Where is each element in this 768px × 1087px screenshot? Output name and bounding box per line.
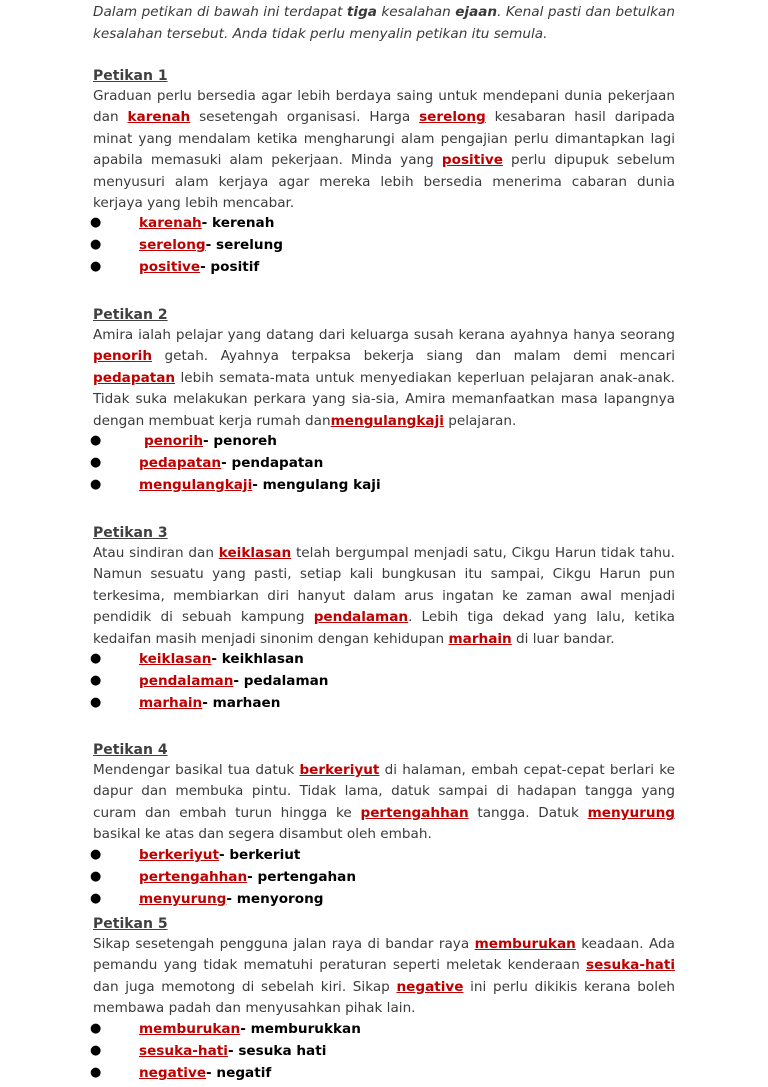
bullet-icon: ● <box>90 433 102 448</box>
correction <box>139 1040 326 1062</box>
correction <box>139 844 300 866</box>
error-word: serelong <box>419 109 486 126</box>
correct-word: - menyorong <box>226 891 324 907</box>
passage-text <box>93 86 675 214</box>
correct-word: - penoreh <box>203 433 277 449</box>
instructions <box>93 2 675 45</box>
error-word: penorih <box>93 348 153 365</box>
bullet-icon: ● <box>90 1021 102 1036</box>
error-word: pendalaman <box>313 609 409 626</box>
error-word: pertengahhan <box>360 804 469 821</box>
error-word: pedapatan <box>93 369 176 386</box>
bullet-icon: ● <box>90 869 102 884</box>
passage-text <box>93 934 675 1020</box>
wrong-word: pendalaman <box>139 673 234 689</box>
passage-title: Petikan 5 <box>93 916 168 932</box>
instructions-text: Dalam petikan di bawah ini terdapat <box>93 4 347 20</box>
correction-item <box>90 1062 675 1084</box>
correct-word: - berkeriut <box>218 847 301 863</box>
correction <box>139 866 356 888</box>
passage-2 <box>93 305 675 432</box>
correct-word: - negatif <box>206 1065 272 1081</box>
text: getah. Ayahnya terpaksa bekerja siang dan malam demi mencari <box>152 348 675 365</box>
passage-text <box>93 760 675 846</box>
correct-word: - serelung <box>205 237 284 253</box>
error-word: positive <box>441 152 503 169</box>
correction-item <box>90 474 675 496</box>
correction-item <box>90 452 675 474</box>
correction <box>139 1062 271 1084</box>
passage-5 <box>93 914 675 1020</box>
wrong-word: marhain <box>139 695 203 711</box>
text: Sikap sesetengah pengguna jalan raya di bandar raya <box>93 936 475 952</box>
error-word: marhain <box>448 630 512 647</box>
error-word: menyurung <box>587 804 676 821</box>
wrong-word: pedapatan <box>139 455 222 471</box>
correction <box>139 452 323 474</box>
instructions-text: kesalahan <box>376 4 456 20</box>
text: keadaan. Ada pemandu yang tidak mematuhi peraturan seperti meletak kenderaan <box>93 936 675 974</box>
correction-item <box>90 212 675 234</box>
text: . Lebih tiga dekad yang lalu, ketika kedaifan masih menjadi sinonim dengan kehidupan <box>93 609 675 647</box>
error-word: sesuka-hati <box>586 957 675 974</box>
correct-word: - sesuka hati <box>227 1043 327 1059</box>
wrong-word: karenah <box>139 215 202 231</box>
bullet-icon: ● <box>90 1065 102 1080</box>
correction <box>139 234 283 256</box>
correction-item <box>90 430 675 452</box>
wrong-word: positive <box>139 259 201 275</box>
correct-word: - positif <box>200 259 260 275</box>
wrong-word: sesuka-hati <box>139 1043 228 1059</box>
correction-item <box>90 1040 675 1062</box>
correction <box>139 648 304 670</box>
correct-word: - kerenah <box>201 215 275 231</box>
instructions-emphasis: tiga <box>346 4 377 20</box>
bullet-icon: ● <box>90 455 102 470</box>
correction-item <box>90 692 675 714</box>
correction <box>139 474 381 496</box>
correct-word: - mengulang kaji <box>252 477 381 493</box>
bullet-icon: ● <box>90 1043 102 1058</box>
instructions-emphasis: ejaan <box>455 4 498 20</box>
wrong-word: menyurung <box>139 891 227 907</box>
correction-list-3 <box>90 648 675 714</box>
wrong-word: memburukan <box>139 1021 241 1037</box>
correction-item <box>90 844 675 866</box>
correction-item <box>90 1018 675 1040</box>
passage-3 <box>93 523 675 650</box>
correction-item <box>90 256 675 278</box>
error-word: mengulangkaji <box>330 412 444 429</box>
bullet-icon: ● <box>90 237 102 252</box>
passage-title: Petikan 3 <box>93 525 168 541</box>
instructions-text: . Kenal pasti dan betulkan kesalahan tersebut. Anda tidak perlu menyalin petikan itu semula. <box>93 4 675 42</box>
correction-item <box>90 866 675 888</box>
bullet-icon: ● <box>90 891 102 906</box>
correction <box>139 692 280 714</box>
text: di halaman, embah cepat-cepat berlari ke dapur dan membuka pintu. Tidak lama, datuk sampai di hadapan tangga yang curam dan embah turun hingga ke <box>93 762 675 821</box>
correction-item <box>90 234 675 256</box>
wrong-word: mengulangkaji <box>139 477 253 493</box>
text: lebih semata-mata untuk menyediakan keperluan pelajaran anak-anak. Tidak suka melakukan perkara yang sia-sia, Amira memanfaatkan masa lapangnya dengan membuat kerja rumah dan <box>93 369 675 429</box>
bullet-icon: ● <box>90 477 102 492</box>
correction-item <box>90 648 675 670</box>
text: kesabaran hasil daripada minat yang mendalam ketika mengharungi alam pengajian perlu dimantapkan lagi apabila memasuki alam pekerjaan. Minda yang <box>93 109 675 169</box>
error-word: karenah <box>127 109 191 126</box>
correction-list-4 <box>90 844 675 910</box>
text: dan juga memotong di sebelah kiri. Sikap <box>93 978 397 995</box>
correction <box>139 256 259 278</box>
correct-word: - pendapatan <box>221 455 324 471</box>
correction <box>144 430 277 452</box>
passage-title: Petikan 4 <box>93 742 168 758</box>
wrong-word: keiklasan <box>139 651 212 667</box>
error-word: berkeriyut <box>299 762 380 778</box>
error-word: negative <box>396 978 464 995</box>
text: telah bergumpal menjadi satu, Cikgu Harun tidak tahu. Namun sesuatu yang pasti, setiap kali bungkusan itu sampai, Cikgu Harun pun terkesima, membiarkan diri hanyut dalam arus ingatan ke zaman awal menjadi pendidik di sebuah kampung <box>93 545 675 626</box>
error-word: memburukan <box>474 936 576 952</box>
text: Amira ialah pelajar yang datang dari keluarga susah kerana ayahnya hanya seorang <box>93 327 675 343</box>
bullet-icon: ● <box>90 651 102 666</box>
correct-word: - marhaen <box>202 695 281 711</box>
correction-list-1 <box>90 212 675 278</box>
bullet-icon: ● <box>90 695 102 710</box>
passage-text <box>93 325 675 432</box>
text: di luar bandar. <box>511 630 615 647</box>
text: sesetengah organisasi. Harga <box>190 109 420 126</box>
correction-list-2 <box>90 430 675 496</box>
correction <box>139 1018 361 1040</box>
passage-title: Petikan 2 <box>93 307 168 323</box>
correct-word: - memburukkan <box>240 1021 361 1037</box>
text: Atau sindiran dan <box>93 545 219 561</box>
correction <box>139 670 328 692</box>
wrong-word: pertengahhan <box>139 869 248 885</box>
text: perlu dipupuk sebelum menyusuri alam kerjaya agar mereka lebih bersedia menerima cabaran dunia kerjaya yang lebih mencabar. <box>93 152 675 212</box>
text: basikal ke atas dan segera disambut oleh embah. <box>93 826 432 843</box>
correct-word: - pertengahan <box>247 869 357 885</box>
correction <box>139 212 274 234</box>
wrong-word: negative <box>139 1065 207 1081</box>
text: tangga. Datuk <box>468 804 588 821</box>
bullet-icon: ● <box>90 673 102 688</box>
wrong-word: berkeriyut <box>139 847 219 863</box>
wrong-word: penorih <box>144 433 204 449</box>
correction-item <box>90 888 675 910</box>
wrong-word: serelong <box>139 237 206 253</box>
passage-4 <box>93 740 675 846</box>
passage-title: Petikan 1 <box>93 68 168 84</box>
text: Graduan perlu bersedia agar lebih berdaya saing untuk mendepani dunia pekerjaan dan <box>93 88 675 126</box>
text: pelajaran. <box>443 412 517 429</box>
text: Mendengar basikal tua datuk <box>93 762 300 778</box>
correction-list-5 <box>90 1018 675 1084</box>
error-word: keiklasan <box>218 545 292 561</box>
bullet-icon: ● <box>90 847 102 862</box>
passage-1 <box>93 66 675 214</box>
passage-text <box>93 543 675 650</box>
correction <box>139 888 323 910</box>
correct-word: - keikhlasan <box>211 651 304 667</box>
bullet-icon: ● <box>90 215 102 230</box>
bullet-icon: ● <box>90 259 102 274</box>
text: ini perlu dikikis kerana boleh membawa padah dan menyusahkan pihak lain. <box>93 978 675 1017</box>
correction-item <box>90 670 675 692</box>
correct-word: - pedalaman <box>233 673 329 689</box>
